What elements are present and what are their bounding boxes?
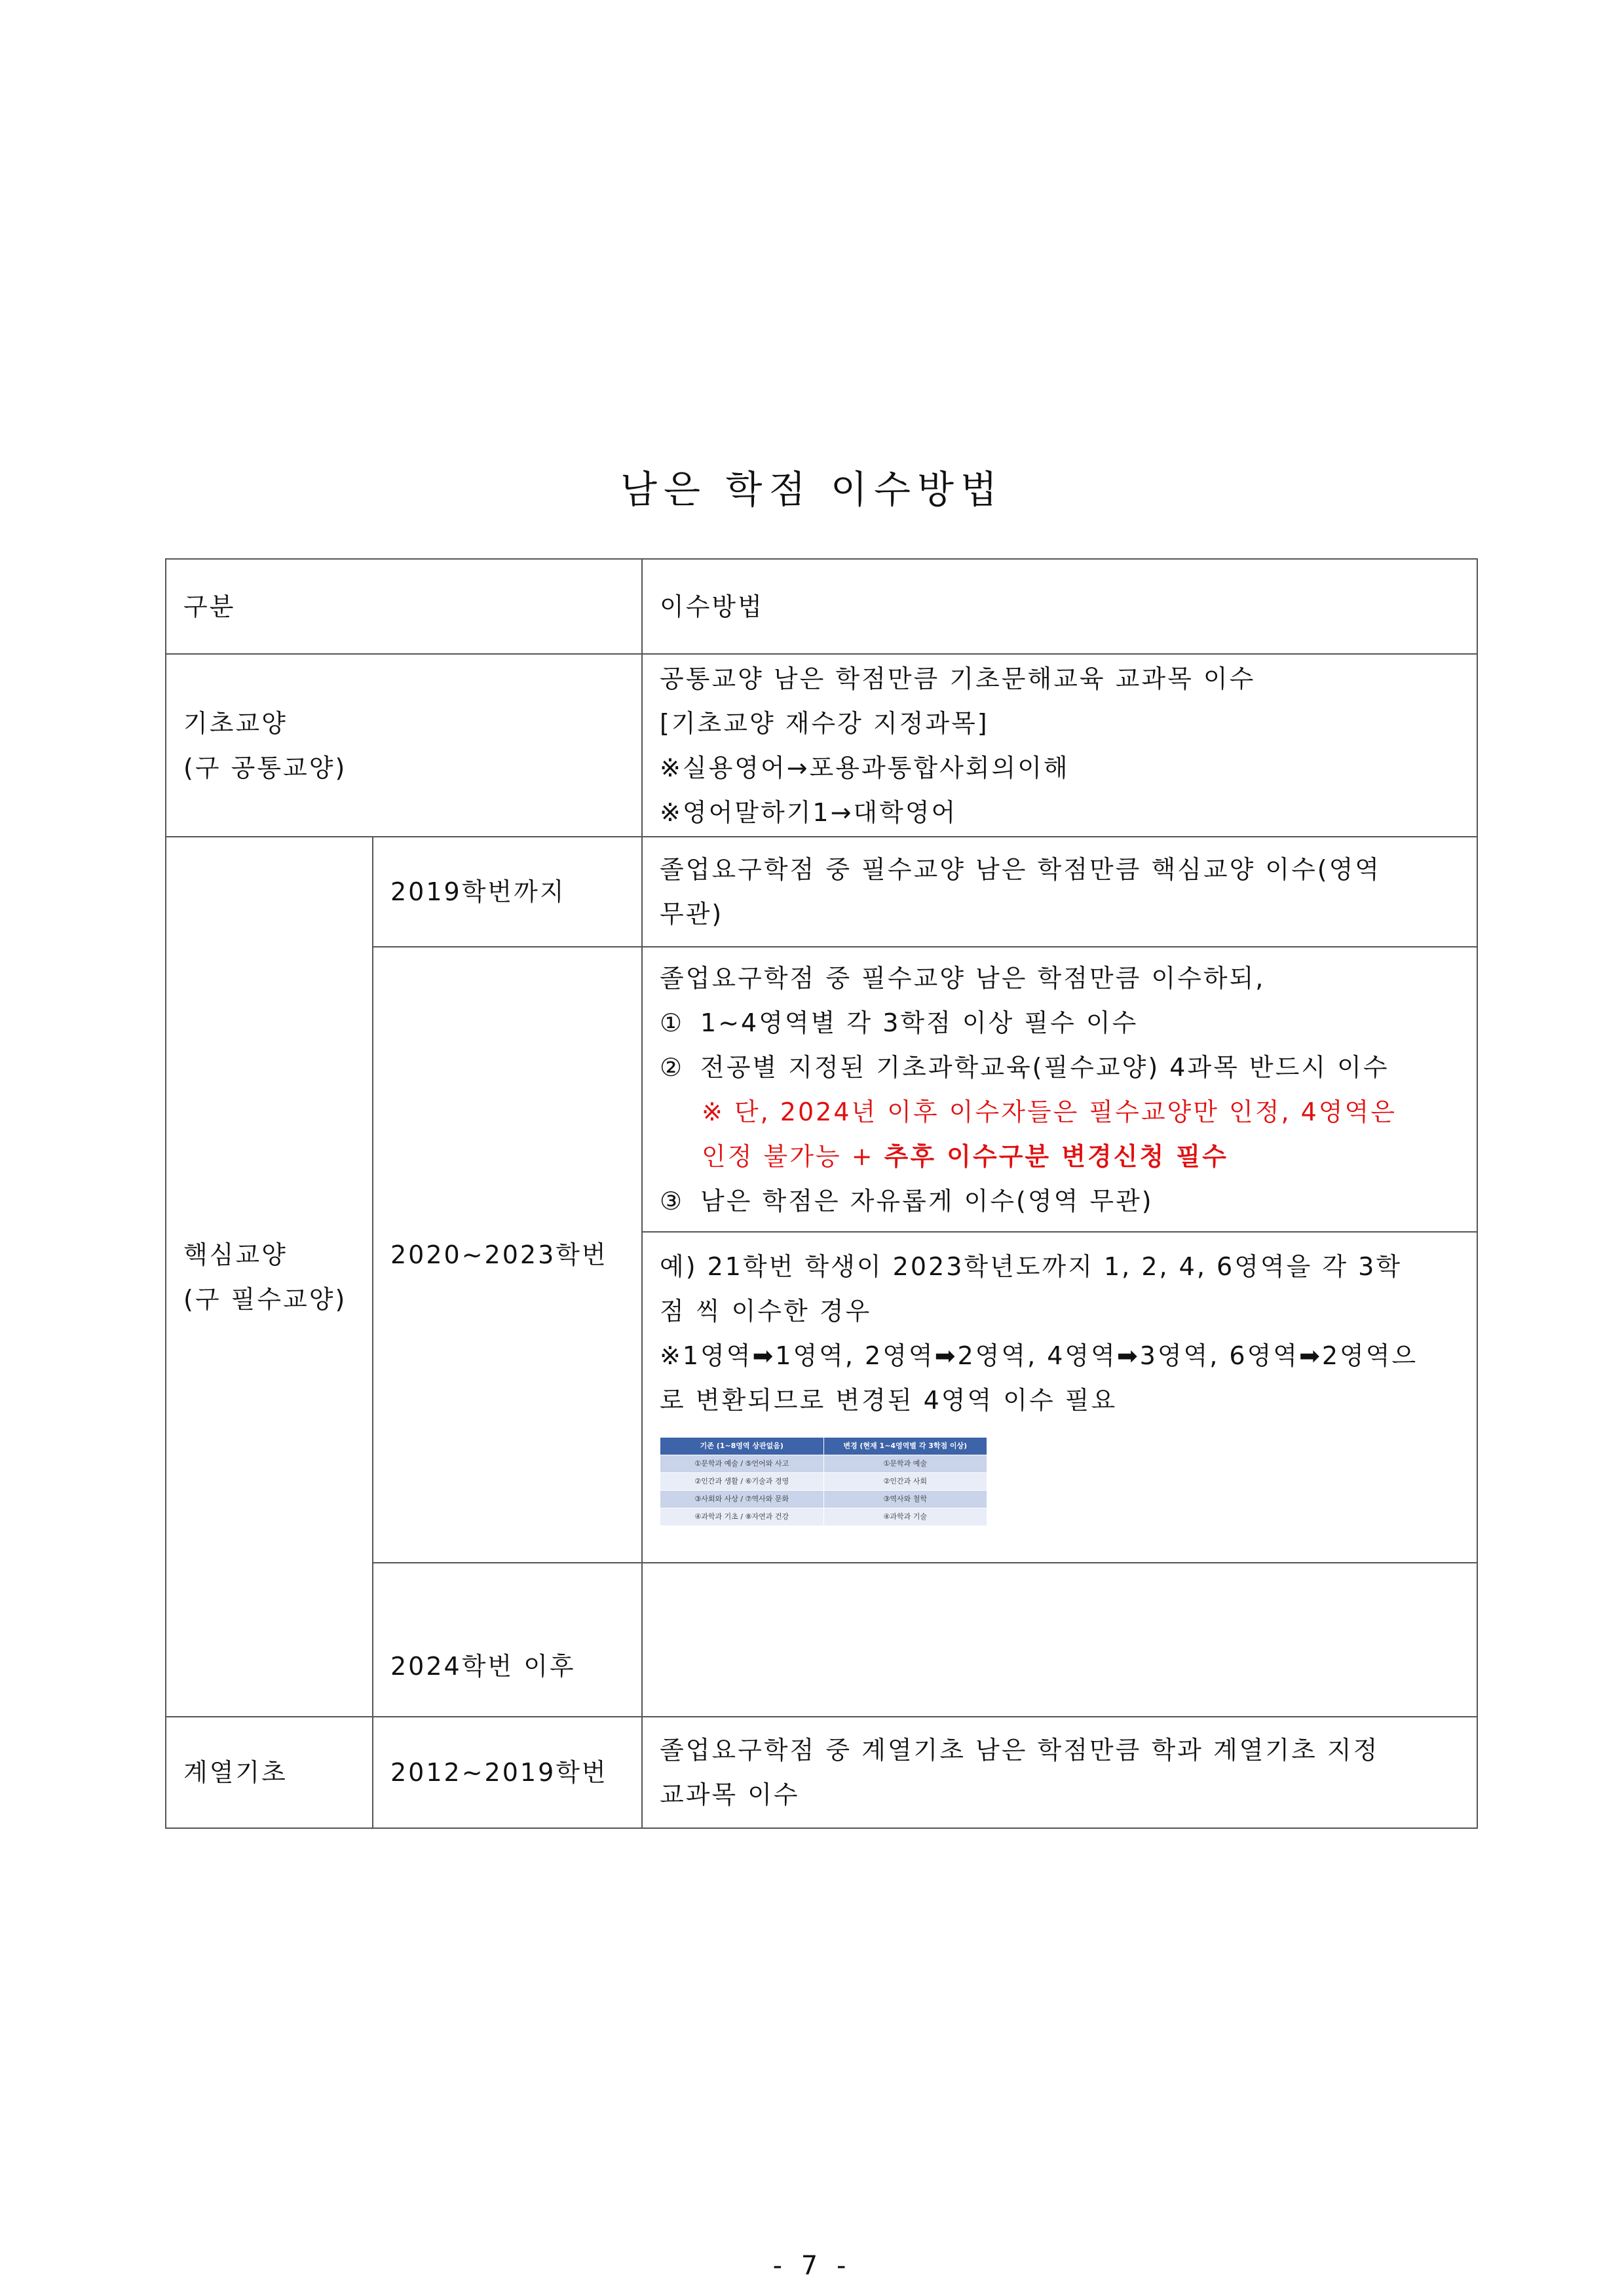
mapping-header-old: 기존 (1~8영역 상관없음): [660, 1438, 824, 1455]
core-liberal-label-sub: (구 필수교양): [183, 1284, 347, 1314]
header-category: 구분: [166, 559, 642, 654]
major-line: 졸업요구학점 중 계열기초 남은 학점만큼 학과 계열기초 지정: [660, 1736, 1380, 1765]
basic-line: [기초교양 재수강 지정과목]: [660, 708, 989, 738]
major-basic-label: 계열기초: [166, 1717, 373, 1828]
basic-line: ※영어말하기1→대학영어: [660, 797, 958, 827]
core-2024-method: [642, 1563, 1477, 1717]
mapping-new-cell: ③역사와 철학: [823, 1491, 987, 1508]
core-2024-period: 2024학번 이후: [373, 1563, 642, 1717]
basic-liberal-label-sub: (구 공통교양): [183, 753, 347, 782]
core-2020-period: 2020~2023학번: [373, 947, 642, 1563]
core-2019-line: 졸업요구학점 중 필수교양 남은 학점만큼 핵심교양 이수(영역: [660, 855, 1382, 884]
mapping-new-cell: ①문학과 예술: [823, 1455, 987, 1473]
item-marker: ②: [660, 1052, 685, 1082]
core-2020-item-3: ③ 남은 학점은 자유롭게 이수(영역 무관): [660, 1179, 1460, 1223]
page-number: - 7 -: [772, 2251, 852, 2281]
required-change-request-note: 추후 이수구분 변경신청 필수: [884, 1141, 1228, 1171]
core-2019-period: 2019학번까지: [373, 837, 642, 947]
page-title: 남은 학점 이수방법: [620, 467, 1004, 512]
table-header-row: [166, 559, 1477, 654]
mapping-new-cell: ④과학과 기술: [823, 1508, 987, 1526]
basic-line: 공통교양 남은 학점만큼 기초문해교육 교과목 이수: [660, 664, 1256, 693]
mapping-row: [660, 1508, 987, 1526]
core-liberal-label-cell: [166, 837, 373, 1717]
core-2020-note-line-2: 인정 불가능 + 추후 이수구분 변경신청 필수: [702, 1141, 1228, 1171]
mapping-row: [660, 1491, 987, 1508]
mapping-old-cell: ②인간과 생활 / ⑥기술과 경영: [660, 1473, 824, 1491]
example-line: ※1영역➡1영역, 2영역➡2영역, 4영역➡3영역, 6영역➡2영역으: [660, 1341, 1418, 1370]
core-2020-note-line-1: ※ 단, 2024년 이후 이수자들은 필수교양만 인정, 4영역은: [702, 1097, 1397, 1126]
basic-liberal-label-cell: [166, 654, 642, 837]
example-line: 점 씩 이수한 경우: [660, 1297, 872, 1326]
mapping-row: [660, 1473, 987, 1491]
core-liberal-label: 핵심교양: [183, 1240, 288, 1269]
mapping-old-cell: ④과학과 기초 / ⑧자연과 건강: [660, 1508, 824, 1526]
area-mapping-table: [660, 1437, 987, 1526]
core-2019-line: 무관): [660, 900, 724, 928]
item-marker: ③: [660, 1186, 685, 1215]
basic-liberal-label: 기초교양: [183, 708, 288, 738]
core-2019-row: [166, 837, 1477, 947]
mapping-old-cell: ③사회와 사상 / ⑦역사와 문화: [660, 1491, 824, 1508]
completion-method-table: [165, 558, 1478, 1829]
example-line: 로 변환되므로 변경된 4영역 이수 필요: [660, 1386, 1118, 1415]
core-2020-method: [642, 947, 1477, 1232]
mapping-header-new: 변경 (현재 1~4영역별 각 3학점 이상): [823, 1438, 987, 1455]
example-line: 예) 21학번 학생이 2023학년도까지 1, 2, 4, 6영역을 각 3학: [660, 1252, 1403, 1281]
major-line: 교과목 이수: [660, 1780, 800, 1809]
item-marker: ①: [660, 1008, 685, 1037]
core-2020-example: [642, 1232, 1477, 1563]
major-basic-method: [642, 1717, 1477, 1828]
core-2020-intro: 졸업요구학점 중 필수교양 남은 학점만큼 이수하되,: [660, 963, 1266, 993]
mapping-new-cell: ②인간과 사회: [823, 1473, 987, 1491]
core-2020-item-2: ② 전공별 지정된 기초과학교육(필수교양) 4과목 반드시 이수: [660, 1045, 1460, 1090]
header-method: 이수방법: [642, 559, 1477, 654]
basic-liberal-method: [642, 654, 1477, 837]
mapping-row: [660, 1455, 987, 1473]
core-2019-method: [642, 837, 1477, 947]
major-basic-row: [166, 1717, 1477, 1828]
basic-liberal-row: [166, 654, 1477, 837]
mapping-old-cell: ①문학과 예술 / ⑤언어와 사고: [660, 1455, 824, 1473]
basic-line: ※실용영어→포용과통합사회의이해: [660, 753, 1070, 782]
core-2020-item-1: ① 1~4영역별 각 3학점 이상 필수 이수: [660, 1001, 1460, 1045]
mapping-header-row: [660, 1438, 987, 1455]
major-basic-period: 2012~2019학번: [373, 1717, 642, 1828]
